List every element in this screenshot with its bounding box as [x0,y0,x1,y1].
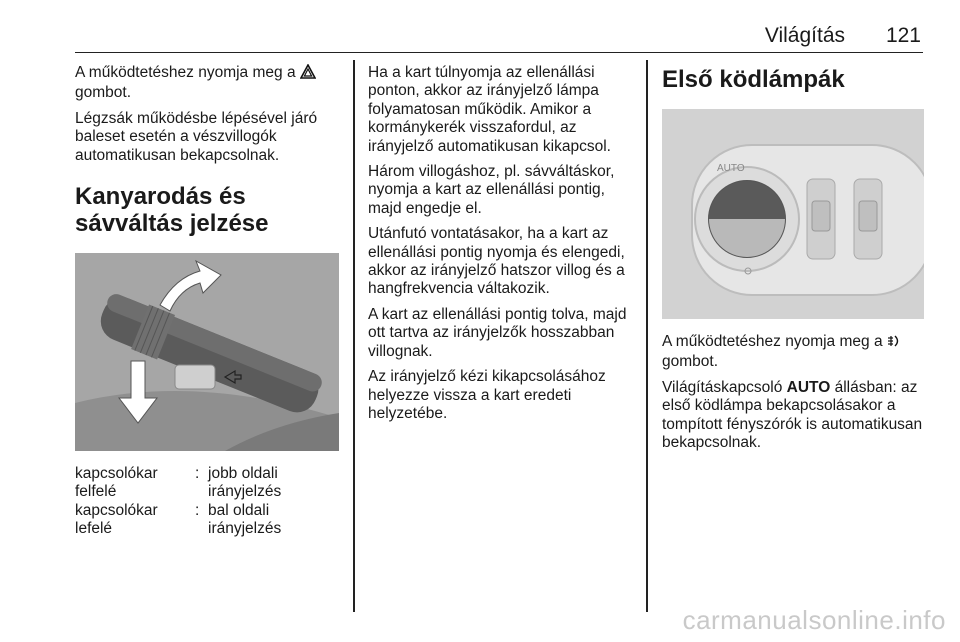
auto-label: AUTO [717,163,745,174]
airbag-paragraph: Légzsák működésbe lépésével járó baleset esetén a vészvillogók automatikusan bekapcsolnak. [75,109,318,164]
turn-signal-lever-illustration [75,253,339,451]
paragraph: Ha a kart túlnyomja az ellenállási ponton, akkor az irányjelző lámpa folyamatosan működik. Amikor a kormánykerék visszafordul, az irányjelző automatikusan kikapcsol. [368,64,611,155]
page-number: 121 [885,24,921,47]
paragraph: Utánfutó vontatásakor, ha a kart az ellenállási pontig nyomja és elengedi, akkor az irányjelző hatszor villog és a hangfrekvencia váltakozik. [368,225,625,298]
table-row: kapcsolókar felfelé : jobb oldali irányjelzés [75,465,282,501]
paragraph: A kart az ellenállási pontig tolva, majd ott tartva az irányjelzők hosszabban villognak. [368,305,627,360]
definition-table [75,465,343,539]
column-right [662,64,926,459]
hazard-paragraph: A működtetéshez nyomja meg a gombot. [75,64,343,103]
watermark: carmanualsonline.info [682,605,946,635]
column-divider [353,60,355,612]
auto-paragraph: Világításkapcsoló AUTO állásban: az első ködlámpa bekapcsolásakor a tompított fényszórók is automatikusan bekapcsolnak. [662,378,923,452]
section-heading: Első ködlámpák [662,66,845,93]
column-divider [646,60,648,612]
page-header [75,22,923,53]
fog-lamp-paragraph: A működtetéshez nyomja meg a gombot. [662,333,926,372]
column-left [75,64,343,539]
paragraph: Három villogáshoz, pl. sávváltáskor, nyomja a kart az ellenállási pontig, majd engedje el. [368,163,615,217]
column-middle [368,64,638,430]
table-row: kapcsolókar lefelé : bal oldali irányjelzés [75,501,282,538]
hazard-warning-icon [300,64,316,84]
section-heading: Kanyarodás és sávváltás jelzése [75,183,269,238]
section-title: Világítás [764,24,845,47]
paragraph: Az irányjelző kézi kikapcsolásához helyezze vissza a kart eredeti helyzetébe. [368,368,606,422]
front-fog-lamp-icon [887,334,901,353]
fog-lamp-switch-illustration [662,109,924,319]
